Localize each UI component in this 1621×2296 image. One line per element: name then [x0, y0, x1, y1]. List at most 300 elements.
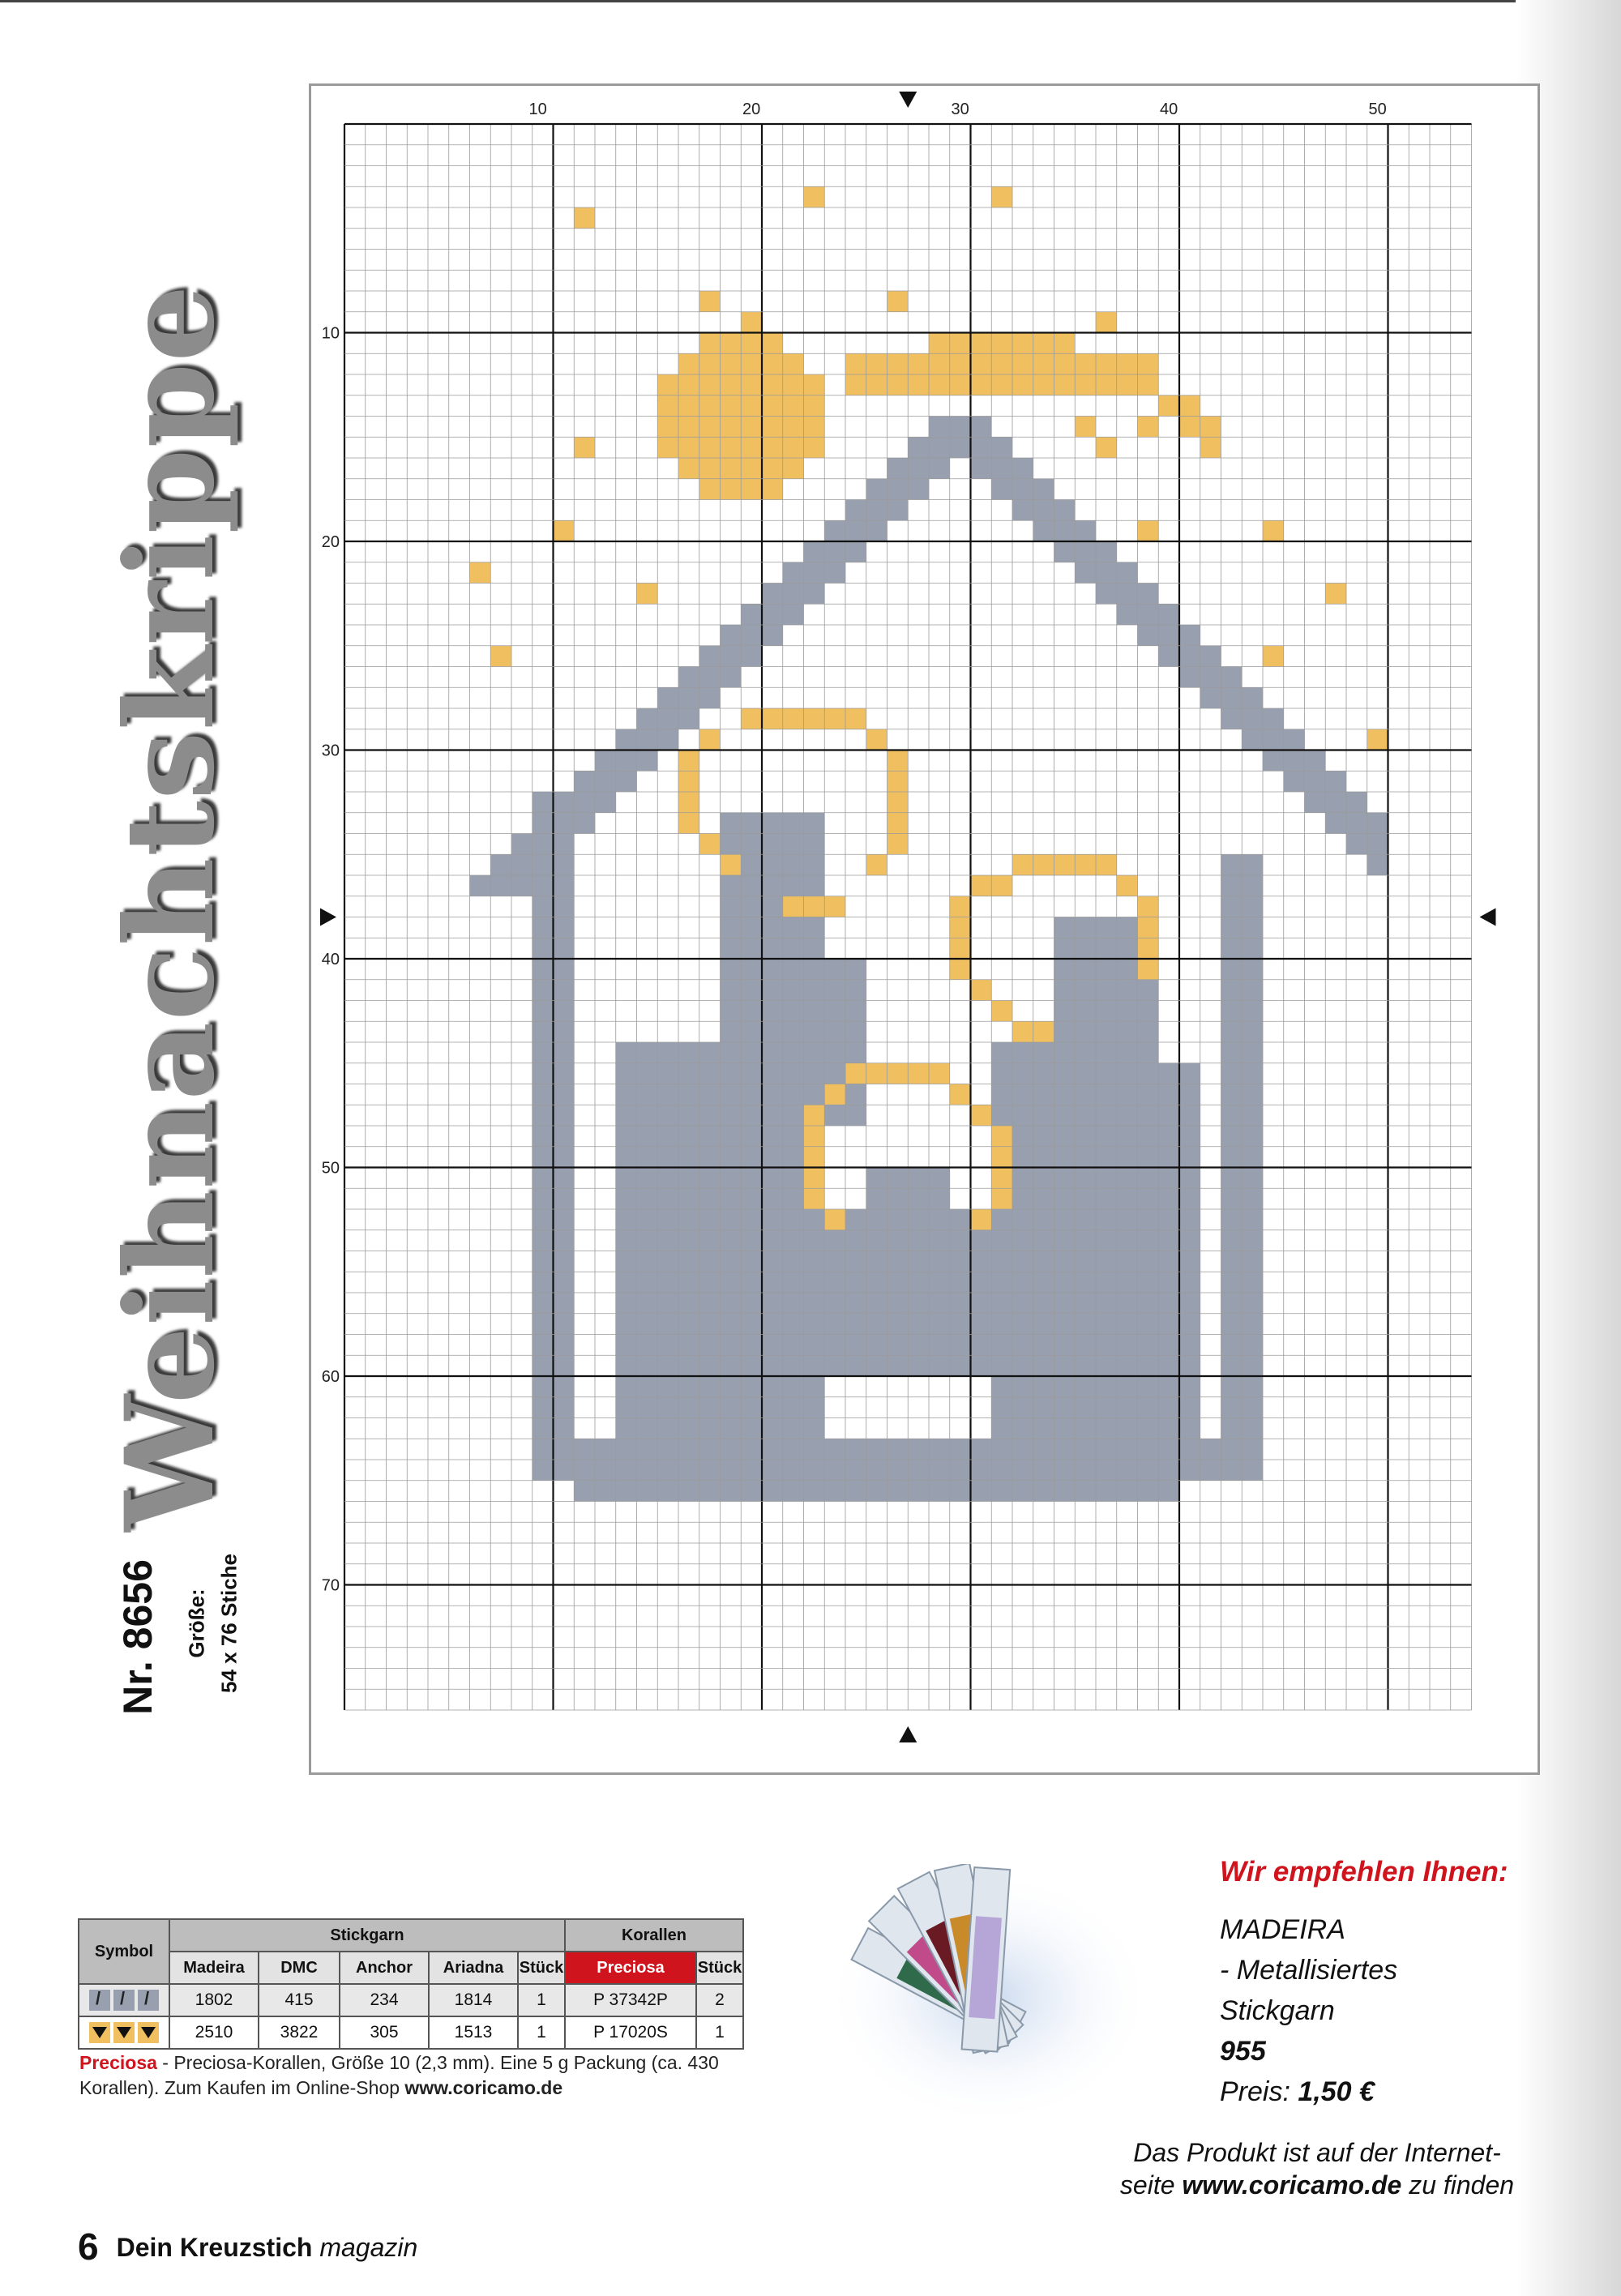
- grey-stitch: [741, 1105, 762, 1126]
- grey-stitch: [1075, 1335, 1096, 1356]
- axis-tick-top: 40: [1160, 100, 1178, 118]
- grey-stitch: [1117, 1147, 1138, 1168]
- grey-stitch: [657, 1168, 678, 1189]
- grey-stitch: [678, 1209, 699, 1230]
- grey-stitch: [741, 1230, 762, 1251]
- grey-stitch: [762, 834, 783, 855]
- grey-stitch: [1221, 1147, 1242, 1168]
- grey-stitch: [908, 1209, 929, 1230]
- grey-stitch: [616, 771, 637, 792]
- grey-stitch: [908, 1460, 929, 1481]
- grey-stitch: [741, 604, 762, 625]
- grey-stitch: [1138, 1230, 1159, 1251]
- grey-stitch: [1221, 1376, 1242, 1397]
- grey-stitch: [1221, 917, 1242, 938]
- grey-stitch: [783, 1001, 804, 1022]
- grey-stitch: [595, 1439, 616, 1460]
- grey-stitch: [721, 1001, 742, 1022]
- grey-stitch: [1012, 458, 1033, 479]
- grey-stitch: [783, 584, 804, 605]
- grey-stitch: [1054, 1063, 1076, 1084]
- recommendation-box: [1220, 1856, 1576, 2112]
- gold-stitch: [678, 417, 699, 438]
- grey-stitch: [1054, 1272, 1076, 1293]
- gold-stitch: [991, 1001, 1012, 1022]
- gold-stitch: [1054, 333, 1076, 354]
- grey-stitch: [1179, 1397, 1200, 1418]
- grey-stitch: [616, 1188, 637, 1209]
- gold-triangle-icon: [138, 2022, 159, 2043]
- shop-link[interactable]: www.coricamo.de: [404, 2077, 563, 2098]
- grey-stitch: [1179, 1355, 1200, 1376]
- grey-stitch: [1242, 1126, 1263, 1147]
- grey-stitch: [554, 1188, 575, 1209]
- grey-stitch: [1138, 625, 1159, 646]
- grey-stitch: [1242, 708, 1263, 729]
- grey-stitch: [678, 1168, 699, 1189]
- grey-stitch: [554, 1355, 575, 1376]
- grey-stitch: [637, 1251, 658, 1272]
- gold-stitch: [574, 437, 595, 458]
- gold-stitch: [699, 291, 721, 312]
- gold-stitch: [741, 374, 762, 395]
- grey-stitch: [1054, 1209, 1076, 1230]
- grey-stitch: [1054, 1188, 1076, 1209]
- grey-slash-icon: [89, 1990, 110, 2011]
- grey-stitch: [1138, 1418, 1159, 1439]
- grey-stitch: [1033, 500, 1054, 521]
- grey-stitch: [741, 875, 762, 896]
- grey-stitch: [824, 1314, 845, 1335]
- grey-stitch: [1075, 520, 1096, 541]
- grey-stitch: [721, 625, 742, 646]
- grey-stitch: [1242, 896, 1263, 917]
- grey-stitch: [783, 1418, 804, 1439]
- grey-stitch: [950, 1272, 971, 1293]
- grey-stitch: [1075, 938, 1096, 959]
- grey-stitch: [721, 1063, 742, 1084]
- grey-stitch: [699, 1439, 721, 1460]
- grey-stitch: [804, 1272, 825, 1293]
- grey-stitch: [1012, 1251, 1033, 1272]
- grey-stitch: [824, 1355, 845, 1376]
- grey-stitch: [1096, 1418, 1117, 1439]
- grey-stitch: [1221, 1439, 1242, 1460]
- grey-stitch: [950, 1293, 971, 1314]
- grey-stitch: [532, 1084, 554, 1105]
- legend-row: [79, 1984, 743, 2016]
- find-url-link[interactable]: www.coricamo.de: [1182, 2170, 1402, 2200]
- grey-stitch: [699, 1126, 721, 1147]
- grey-stitch: [762, 1418, 783, 1439]
- grey-stitch: [824, 1230, 845, 1251]
- grey-stitch: [699, 1188, 721, 1209]
- grey-stitch: [783, 1230, 804, 1251]
- grey-stitch: [1242, 1314, 1263, 1335]
- grey-stitch: [845, 1335, 866, 1356]
- grey-stitch: [929, 458, 950, 479]
- grey-stitch: [1096, 1376, 1117, 1397]
- grey-stitch: [554, 1105, 575, 1126]
- legend-symbol-header: Symbol: [79, 1919, 169, 1984]
- grey-stitch: [1117, 1105, 1138, 1126]
- gold-stitch: [699, 458, 721, 479]
- grey-stitch: [1242, 1063, 1263, 1084]
- grey-stitch: [1305, 771, 1326, 792]
- grey-stitch: [532, 1293, 554, 1314]
- gold-stitch: [678, 437, 699, 458]
- legend-korallen-header: Korallen: [565, 1919, 743, 1952]
- grey-stitch: [804, 584, 825, 605]
- axis-tick-left: 30: [321, 742, 340, 760]
- gold-stitch: [1096, 437, 1117, 458]
- grey-stitch: [1221, 896, 1242, 917]
- grey-stitch: [741, 1251, 762, 1272]
- grey-stitch: [762, 896, 783, 917]
- grey-stitch: [783, 854, 804, 875]
- grey-stitch: [804, 938, 825, 959]
- axis-tick-left: 20: [321, 533, 340, 551]
- grey-stitch: [678, 1439, 699, 1460]
- gold-stitch: [887, 291, 909, 312]
- grey-stitch: [616, 1063, 637, 1084]
- grey-stitch: [887, 479, 909, 500]
- grey-stitch: [783, 1251, 804, 1272]
- grey-stitch: [721, 1147, 742, 1168]
- grey-stitch: [762, 1126, 783, 1147]
- grey-stitch: [1242, 1168, 1263, 1189]
- grey-stitch: [721, 1397, 742, 1418]
- gold-stitch: [678, 353, 699, 374]
- gold-stitch: [1054, 374, 1076, 395]
- grey-stitch: [1033, 1209, 1054, 1230]
- grey-stitch: [929, 1230, 950, 1251]
- grey-stitch: [804, 1460, 825, 1481]
- grey-stitch: [845, 1460, 866, 1481]
- grey-stitch: [1096, 1147, 1117, 1168]
- grey-stitch: [866, 1355, 887, 1376]
- grey-stitch: [887, 1168, 909, 1189]
- legend-col-preciosa: Preciosa: [565, 1952, 696, 1984]
- grey-stitch: [657, 1147, 678, 1168]
- gold-stitch: [866, 374, 887, 395]
- grey-stitch: [1158, 1230, 1179, 1251]
- grey-stitch: [1242, 854, 1263, 875]
- grey-stitch: [1179, 1126, 1200, 1147]
- grey-stitch: [616, 1481, 637, 1502]
- grey-stitch: [866, 479, 887, 500]
- grey-stitch: [741, 1355, 762, 1376]
- legend-col-anchor: Anchor: [340, 1952, 429, 1984]
- grey-stitch: [1012, 1063, 1033, 1084]
- grey-stitch: [1096, 562, 1117, 584]
- grey-stitch: [1200, 1439, 1221, 1460]
- grey-stitch: [1096, 1001, 1117, 1022]
- grey-stitch: [616, 1042, 637, 1063]
- grey-stitch: [1054, 1439, 1076, 1460]
- gold-stitch: [1179, 395, 1200, 417]
- grey-stitch: [532, 1001, 554, 1022]
- grey-stitch: [1221, 1126, 1242, 1147]
- grey-stitch: [1075, 1021, 1096, 1042]
- grey-stitch: [1242, 687, 1263, 708]
- gold-stitch: [824, 1209, 845, 1230]
- grey-stitch: [762, 1084, 783, 1105]
- grey-stitch: [554, 875, 575, 896]
- grey-stitch: [657, 1188, 678, 1209]
- grey-stitch: [699, 1335, 721, 1356]
- grey-stitch: [678, 1063, 699, 1084]
- grey-stitch: [741, 1147, 762, 1168]
- grey-slash-icon: [138, 1990, 159, 2011]
- grey-stitch: [1117, 1063, 1138, 1084]
- gold-stitch: [721, 353, 742, 374]
- grey-stitch: [657, 1042, 678, 1063]
- gold-stitch: [1263, 646, 1284, 667]
- grey-stitch: [1054, 1126, 1076, 1147]
- grey-stitch: [824, 1272, 845, 1293]
- grey-stitch: [1284, 771, 1305, 792]
- center-marker-top: [899, 92, 917, 108]
- grey-stitch: [657, 1460, 678, 1481]
- grey-stitch: [1054, 1021, 1076, 1042]
- grey-stitch: [554, 938, 575, 959]
- gold-stitch: [887, 374, 909, 395]
- center-marker-left: [320, 909, 336, 926]
- grey-stitch: [762, 1376, 783, 1397]
- gold-stitch: [971, 333, 992, 354]
- gold-stitch: [783, 353, 804, 374]
- grey-stitch: [783, 1481, 804, 1502]
- grey-stitch: [1096, 938, 1117, 959]
- grey-stitch: [1012, 1397, 1033, 1418]
- grey-stitch: [637, 1335, 658, 1356]
- grey-stitch: [657, 1314, 678, 1335]
- grey-stitch: [1242, 980, 1263, 1001]
- gold-stitch: [887, 813, 909, 834]
- grey-stitch: [1158, 1147, 1179, 1168]
- grey-stitch: [762, 1168, 783, 1189]
- grey-stitch: [1096, 1314, 1117, 1335]
- grey-stitch: [554, 1168, 575, 1189]
- grey-stitch: [824, 1335, 845, 1356]
- grey-stitch: [1075, 1251, 1096, 1272]
- grey-stitch: [866, 1230, 887, 1251]
- grey-stitch: [1242, 1376, 1263, 1397]
- gold-stitch: [1138, 896, 1159, 917]
- grey-stitch: [783, 1188, 804, 1209]
- product-brand: MADEIRA: [1220, 1914, 1345, 1945]
- grey-stitch: [845, 541, 866, 562]
- grey-stitch: [1138, 1001, 1159, 1022]
- grey-stitch: [783, 604, 804, 625]
- grey-stitch: [762, 625, 783, 646]
- grey-stitch: [783, 1314, 804, 1335]
- grey-stitch: [678, 1084, 699, 1105]
- product-type: - Metallisiertes: [1220, 1955, 1398, 1986]
- gold-stitch: [1012, 854, 1033, 875]
- grey-stitch: [1346, 792, 1367, 813]
- grey-stitch: [595, 771, 616, 792]
- grey-stitch: [1054, 917, 1076, 938]
- grey-stitch: [657, 1084, 678, 1105]
- grey-stitch: [991, 479, 1012, 500]
- grey-stitch: [783, 875, 804, 896]
- grey-stitch: [950, 1314, 971, 1335]
- grey-stitch: [866, 520, 887, 541]
- gold-stitch: [554, 520, 575, 541]
- grey-stitch: [950, 1439, 971, 1460]
- grey-stitch: [762, 1272, 783, 1293]
- grey-stitch: [991, 1042, 1012, 1063]
- grey-stitch: [1138, 1397, 1159, 1418]
- axis-tick-top: 20: [742, 100, 761, 118]
- grey-stitch: [1075, 1105, 1096, 1126]
- grey-stitch: [657, 1293, 678, 1314]
- grey-stitch: [616, 1105, 637, 1126]
- grey-stitch: [532, 1460, 554, 1481]
- grey-stitch: [1138, 1272, 1159, 1293]
- grey-stitch: [637, 1105, 658, 1126]
- grey-stitch: [1179, 1147, 1200, 1168]
- gold-stitch: [1033, 854, 1054, 875]
- grey-stitch: [762, 938, 783, 959]
- grey-stitch: [804, 562, 825, 584]
- grey-stitch: [971, 1272, 992, 1293]
- gold-stitch: [678, 374, 699, 395]
- grey-stitch: [657, 1335, 678, 1356]
- grey-stitch: [1012, 1209, 1033, 1230]
- grey-stitch: [1200, 687, 1221, 708]
- gold-stitch: [741, 708, 762, 729]
- grey-stitch: [1138, 1460, 1159, 1481]
- grey-stitch: [699, 1168, 721, 1189]
- grey-stitch: [1117, 1460, 1138, 1481]
- gold-stitch: [1117, 875, 1138, 896]
- grey-stitch: [1075, 1439, 1096, 1460]
- grey-stitch: [699, 1251, 721, 1272]
- gold-stitch: [1138, 917, 1159, 938]
- grey-stitch: [1138, 1335, 1159, 1356]
- gold-stitch: [699, 437, 721, 458]
- grey-stitch: [1179, 1314, 1200, 1335]
- grey-stitch: [1033, 1355, 1054, 1376]
- gold-stitch: [699, 729, 721, 750]
- gold-stitch: [1075, 374, 1096, 395]
- grey-stitch: [1096, 1439, 1117, 1460]
- grey-stitch: [574, 1439, 595, 1460]
- grey-stitch: [783, 1042, 804, 1063]
- grey-stitch: [991, 1439, 1012, 1460]
- grey-stitch: [741, 1418, 762, 1439]
- grey-stitch: [1117, 1418, 1138, 1439]
- grey-stitch: [721, 1042, 742, 1063]
- grey-stitch: [1221, 1209, 1242, 1230]
- grey-stitch: [1325, 792, 1346, 813]
- grey-stitch: [1117, 1272, 1138, 1293]
- grey-stitch: [762, 1439, 783, 1460]
- grey-stitch: [678, 1230, 699, 1251]
- grey-stitch: [1367, 834, 1388, 855]
- grey-stitch: [908, 1481, 929, 1502]
- grey-stitch: [1117, 1314, 1138, 1335]
- grey-stitch: [991, 1063, 1012, 1084]
- grey-stitch: [657, 1209, 678, 1230]
- grey-stitch: [657, 1272, 678, 1293]
- grey-stitch: [721, 1105, 742, 1126]
- grey-stitch: [1075, 1293, 1096, 1314]
- grey-stitch: [657, 708, 678, 729]
- grey-stitch: [824, 980, 845, 1001]
- grey-stitch: [721, 1293, 742, 1314]
- axis-tick-left: 10: [321, 324, 340, 343]
- grey-stitch: [1221, 1272, 1242, 1293]
- grey-stitch: [1242, 1105, 1263, 1126]
- grey-stitch: [1012, 1314, 1033, 1335]
- grey-stitch: [616, 1376, 637, 1397]
- grey-stitch: [532, 980, 554, 1001]
- grey-stitch: [1033, 1335, 1054, 1356]
- gold-stitch: [1096, 374, 1117, 395]
- grey-stitch: [1221, 1460, 1242, 1481]
- grey-stitch: [637, 1460, 658, 1481]
- grey-stitch: [721, 1481, 742, 1502]
- grey-stitch: [1096, 1063, 1117, 1084]
- grey-stitch: [554, 1418, 575, 1439]
- grey-stitch: [845, 1355, 866, 1376]
- grey-stitch: [1075, 1397, 1096, 1418]
- grey-stitch: [1221, 1021, 1242, 1042]
- grey-stitch: [532, 1376, 554, 1397]
- grey-stitch: [971, 437, 992, 458]
- gold-stitch: [1138, 353, 1159, 374]
- grey-stitch: [574, 771, 595, 792]
- gold-stitch: [741, 417, 762, 438]
- grey-stitch: [532, 1272, 554, 1293]
- grey-stitch: [908, 1251, 929, 1272]
- gold-stitch: [804, 1105, 825, 1126]
- grey-stitch: [699, 1084, 721, 1105]
- gold-stitch: [678, 458, 699, 479]
- gold-stitch: [1075, 854, 1096, 875]
- grey-stitch: [637, 1481, 658, 1502]
- grey-stitch: [741, 1314, 762, 1335]
- grey-stitch: [741, 1439, 762, 1460]
- grey-stitch: [1158, 1397, 1179, 1418]
- grey-stitch: [804, 1314, 825, 1335]
- grey-stitch: [1096, 1397, 1117, 1418]
- grey-stitch: [783, 1105, 804, 1126]
- grey-stitch: [845, 1293, 866, 1314]
- center-marker-right: [1480, 909, 1496, 926]
- grey-stitch: [741, 1397, 762, 1418]
- grey-stitch: [1012, 1126, 1033, 1147]
- grey-stitch: [950, 1230, 971, 1251]
- legend-cell: 1: [696, 2016, 743, 2049]
- axis-tick-top: 10: [528, 100, 547, 118]
- gold-stitch: [950, 1084, 971, 1105]
- grey-stitch: [554, 959, 575, 980]
- grey-stitch: [1221, 1105, 1242, 1126]
- grey-stitch: [1263, 729, 1284, 750]
- grey-stitch: [1033, 1147, 1054, 1168]
- gold-stitch: [950, 938, 971, 959]
- grey-stitch: [532, 1397, 554, 1418]
- grey-stitch: [783, 1084, 804, 1105]
- grey-stitch: [637, 1355, 658, 1376]
- grey-stitch: [887, 500, 909, 521]
- grey-stitch: [1138, 1084, 1159, 1105]
